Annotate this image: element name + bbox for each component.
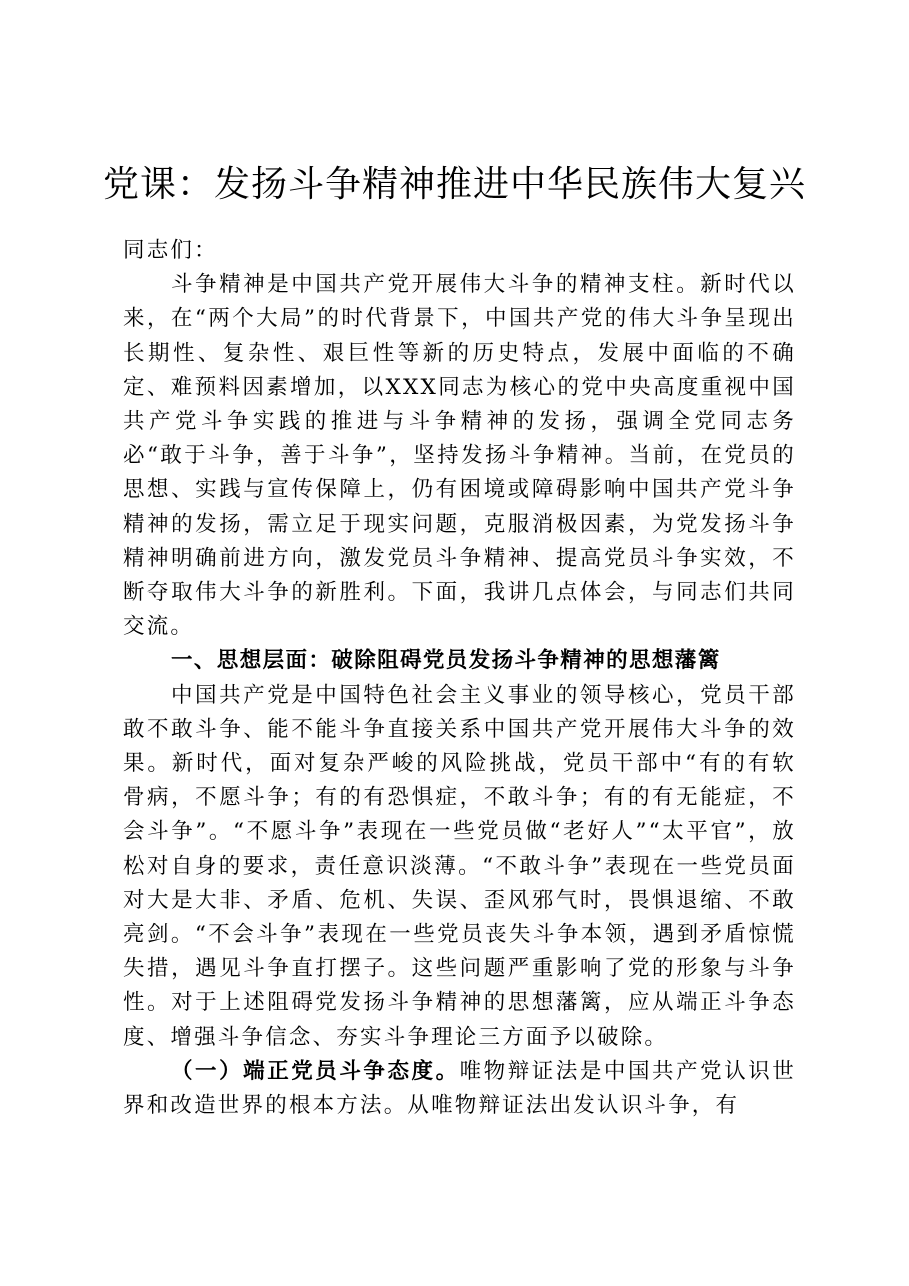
salutation: 同志们： xyxy=(123,238,218,263)
document-body xyxy=(123,234,796,1123)
intro-paragraph: 斗争精神是中国共产党开展伟大斗争的精神支柱。新时代以来，在“两个大局”的时代背景下，中国共产党的伟大斗争呈现出长期性、复杂性、艰巨性等新的历史特点，发展中面临的不确定、难预料因素增加，以XXX同志为核心的党中央高度重视中国共产党斗争实践的推进与斗争精神的发扬，强调全党同志务必“敢于斗争，善于斗争”，坚持发扬斗争精神。当前，在党员的思想、实践与宣传保障上，仍有困境或障碍影响中国共产党斗争精神的发扬，需立足于现实问题，克服消极因素，为党发扬斗争精神明确前进方向，激发党员斗争精神、提高党员斗争实效，不断夺取伟大斗争的新胜利。下面，我讲几点体会，与同志们共同交流。 xyxy=(123,272,796,640)
document-title: 党课：发扬斗争精神推进中华民族伟大复兴 xyxy=(102,164,806,205)
section-heading: 一、思想层面：破除阻碍党员发扬斗争精神的思想藩篱 xyxy=(171,648,721,674)
subsection-text: 唯物辩证法是中国共产党认识世界和改造世界的根本方法。从唯物辩证法出发认识斗争，有 xyxy=(123,1058,796,1119)
subsection-heading: （一）端正党员斗争态度。 xyxy=(171,1058,460,1084)
subsection-paragraph xyxy=(123,1055,796,1123)
section-paragraph: 中国共产党是中国特色社会主义事业的领导核心，党员干部敢不敢斗争、能不能斗争直接关系中国共产党开展伟大斗争的效果。新时代，面对复杂严峻的风险挑战，党员干部中“有的有软骨病，不愿斗争；有的有恐惧症，不敢斗争；有的有无能症，不会斗争”。“不愿斗争”表现在一些党员做“老好人”“太平官”，放松对自身的要求，责任意识淡薄。“不敢斗争”表现在一些党员面对大是大非、矛盾、危机、失误、歪风邪气时，畏惧退缩、不敢亮剑。“不会斗争”表现在一些党员丧失斗争本领，遇到矛盾惊慌失措，遇见斗争直打摆子。这些问题严重影响了党的形象与斗争性。对于上述阻碍党发扬斗争精神的思想藩篱，应从端正斗争态度、增强斗争信念、夯实斗争理论三方面予以破除。 xyxy=(123,682,796,1050)
